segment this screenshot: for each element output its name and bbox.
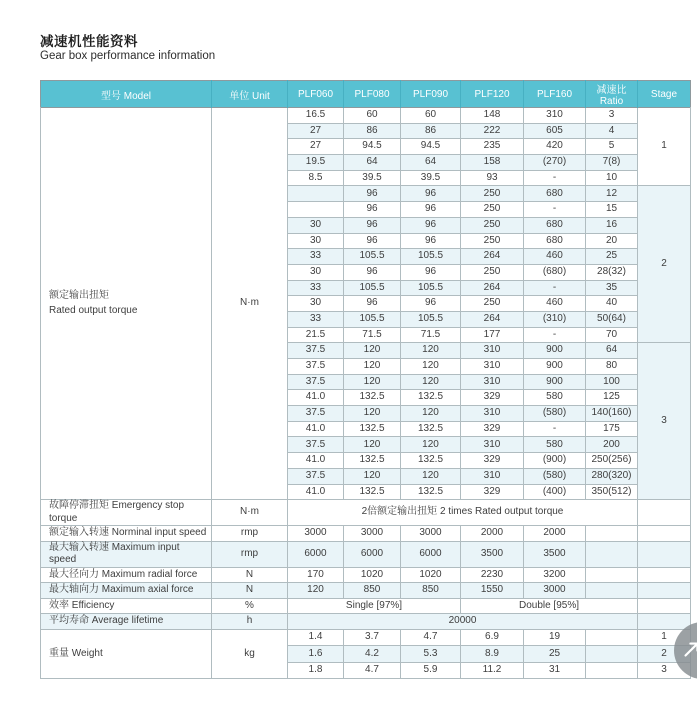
table-cell: 125 bbox=[586, 390, 638, 406]
table-cell: 3200 bbox=[524, 567, 586, 583]
performance-table bbox=[40, 80, 691, 679]
table-cell: 96 bbox=[401, 186, 461, 202]
table-cell: 27 bbox=[288, 123, 344, 139]
table-cell: 16.5 bbox=[288, 108, 344, 124]
table-cell: (580) bbox=[524, 468, 586, 484]
table-cell bbox=[638, 500, 691, 526]
table-cell: 35 bbox=[586, 280, 638, 296]
table-cell bbox=[586, 646, 638, 663]
table-cell: - bbox=[524, 170, 586, 186]
row-label: 最大输入转速 Maximum input speed bbox=[41, 541, 212, 567]
table-cell bbox=[586, 567, 638, 583]
table-cell: 4 bbox=[586, 123, 638, 139]
table-cell: 105.5 bbox=[401, 249, 461, 265]
table-cell: 105.5 bbox=[401, 280, 461, 296]
table-cell: 1.8 bbox=[288, 662, 344, 679]
table-cell: 105.5 bbox=[344, 280, 401, 296]
table-cell: 19.5 bbox=[288, 155, 344, 171]
table-cell: 329 bbox=[461, 390, 524, 406]
unit-cell: rmp bbox=[212, 541, 288, 567]
table-cell: 37.5 bbox=[288, 374, 344, 390]
table-cell: 310 bbox=[461, 468, 524, 484]
stage-cell: 1 bbox=[638, 108, 691, 186]
table-cell: 6000 bbox=[401, 541, 461, 567]
table-cell: - bbox=[524, 280, 586, 296]
table-cell: (310) bbox=[524, 311, 586, 327]
unit-cell: % bbox=[212, 598, 288, 614]
table-cell: 310 bbox=[461, 406, 524, 422]
table-cell: 120 bbox=[344, 374, 401, 390]
table-cell: 120 bbox=[401, 343, 461, 359]
table-cell: 580 bbox=[524, 437, 586, 453]
table-cell: 250 bbox=[461, 264, 524, 280]
table-cell: 132.5 bbox=[401, 453, 461, 469]
table-cell bbox=[638, 526, 691, 542]
table-cell: Double [95%] bbox=[461, 598, 638, 614]
table-cell: 3000 bbox=[524, 583, 586, 599]
row-label-rated-output-torque: 额定输出扭矩 Rated output torque bbox=[41, 108, 212, 500]
stage-cell: 2 bbox=[638, 186, 691, 343]
unit-cell: N·m bbox=[212, 108, 288, 500]
table-cell: 96 bbox=[401, 264, 461, 280]
table-cell: 177 bbox=[461, 327, 524, 343]
table-cell bbox=[638, 567, 691, 583]
table-cell bbox=[586, 526, 638, 542]
table-cell: 235 bbox=[461, 139, 524, 155]
table-cell: 2000 bbox=[524, 526, 586, 542]
table-cell: 16 bbox=[586, 217, 638, 233]
table-cell: 70 bbox=[586, 327, 638, 343]
table-cell bbox=[638, 541, 691, 567]
table-cell: (900) bbox=[524, 453, 586, 469]
unit-cell: N·m bbox=[212, 500, 288, 526]
row-label: 额定输入转速 Norminal input speed bbox=[41, 526, 212, 542]
table-cell: 12 bbox=[586, 186, 638, 202]
table-cell: 37.5 bbox=[288, 406, 344, 422]
column-header: 减速比 Ratio bbox=[586, 81, 638, 108]
table-cell: 40 bbox=[586, 296, 638, 312]
table-cell: 105.5 bbox=[344, 311, 401, 327]
table-cell: 2000 bbox=[461, 526, 524, 542]
table-cell bbox=[586, 629, 638, 646]
table-cell: 96 bbox=[401, 202, 461, 218]
table-cell: 8.5 bbox=[288, 170, 344, 186]
table-cell: 33 bbox=[288, 311, 344, 327]
table-cell: 5.9 bbox=[401, 662, 461, 679]
table-cell: 30 bbox=[288, 217, 344, 233]
table-cell: 3 bbox=[586, 108, 638, 124]
table-cell: 1.6 bbox=[288, 646, 344, 663]
table-cell: - bbox=[524, 421, 586, 437]
table-cell: 2 bbox=[638, 646, 691, 663]
table-row bbox=[41, 583, 691, 599]
table-cell: 329 bbox=[461, 421, 524, 437]
table-cell: 30 bbox=[288, 296, 344, 312]
table-cell: 264 bbox=[461, 249, 524, 265]
table-cell: 280(320) bbox=[586, 468, 638, 484]
table-cell: 37.5 bbox=[288, 437, 344, 453]
table-cell: 39.5 bbox=[344, 170, 401, 186]
table-cell: 120 bbox=[401, 406, 461, 422]
table-cell: 250 bbox=[461, 233, 524, 249]
table-cell: 250(256) bbox=[586, 453, 638, 469]
table-cell: 11.2 bbox=[461, 662, 524, 679]
table-cell: 329 bbox=[461, 453, 524, 469]
table-cell: 120 bbox=[344, 468, 401, 484]
table-cell: 25 bbox=[586, 249, 638, 265]
table-cell: - bbox=[524, 202, 586, 218]
table-cell: 93 bbox=[461, 170, 524, 186]
table-cell: 1550 bbox=[461, 583, 524, 599]
column-header: PLF160 bbox=[524, 81, 586, 108]
table-cell: 329 bbox=[461, 484, 524, 500]
table-cell: 120 bbox=[401, 468, 461, 484]
table-cell: 86 bbox=[344, 123, 401, 139]
table-cell: 8.9 bbox=[461, 646, 524, 663]
table-cell: 900 bbox=[524, 343, 586, 359]
table-cell: 41.0 bbox=[288, 484, 344, 500]
column-header: 型号 Model bbox=[41, 81, 212, 108]
table-cell: 120 bbox=[344, 437, 401, 453]
table-cell bbox=[586, 583, 638, 599]
table-cell: 41.0 bbox=[288, 390, 344, 406]
table-cell: 37.5 bbox=[288, 359, 344, 375]
table-cell: 3.7 bbox=[344, 629, 401, 646]
table-cell: 3000 bbox=[401, 526, 461, 542]
table-cell: 5 bbox=[586, 139, 638, 155]
unit-cell: kg bbox=[212, 629, 288, 679]
table-cell: 64 bbox=[344, 155, 401, 171]
table-cell bbox=[586, 541, 638, 567]
table-cell: 580 bbox=[524, 390, 586, 406]
table-cell: 310 bbox=[461, 343, 524, 359]
table-cell: 222 bbox=[461, 123, 524, 139]
table-cell: 37.5 bbox=[288, 468, 344, 484]
unit-cell: rmp bbox=[212, 526, 288, 542]
row-label: 最大轴向力 Maximum axial force bbox=[41, 583, 212, 599]
table-cell: 264 bbox=[461, 280, 524, 296]
table-cell: 37.5 bbox=[288, 343, 344, 359]
table-row bbox=[41, 614, 691, 630]
unit-cell: N bbox=[212, 583, 288, 599]
table-cell: 680 bbox=[524, 233, 586, 249]
table-cell: 96 bbox=[344, 264, 401, 280]
table-cell: 350(512) bbox=[586, 484, 638, 500]
table-cell bbox=[638, 598, 691, 614]
table-cell: 10 bbox=[586, 170, 638, 186]
table-cell: 41.0 bbox=[288, 421, 344, 437]
table-cell: 39.5 bbox=[401, 170, 461, 186]
table-cell: 6.9 bbox=[461, 629, 524, 646]
table-cell: 850 bbox=[344, 583, 401, 599]
table-cell: 120 bbox=[344, 343, 401, 359]
stage-cell: 3 bbox=[638, 343, 691, 500]
table-cell: 33 bbox=[288, 249, 344, 265]
table-cell: 15 bbox=[586, 202, 638, 218]
row-label: 效率 Efficiency bbox=[41, 598, 212, 614]
table-cell: Single [97%] bbox=[288, 598, 461, 614]
table-row bbox=[41, 567, 691, 583]
table-cell: 6000 bbox=[344, 541, 401, 567]
table-cell: 3 bbox=[638, 662, 691, 679]
column-header: 单位 Unit bbox=[212, 81, 288, 108]
row-label-weight: 重量 Weight bbox=[41, 629, 212, 679]
column-header: PLF120 bbox=[461, 81, 524, 108]
table-cell: 28(32) bbox=[586, 264, 638, 280]
table-cell: 132.5 bbox=[344, 421, 401, 437]
row-label: 最大径向力 Maximum radial force bbox=[41, 567, 212, 583]
table-cell: 4.7 bbox=[344, 662, 401, 679]
table-cell: 200 bbox=[586, 437, 638, 453]
table-cell bbox=[638, 583, 691, 599]
table-cell: 132.5 bbox=[401, 484, 461, 500]
table-cell: 6000 bbox=[288, 541, 344, 567]
table-cell bbox=[586, 662, 638, 679]
table-cell: 96 bbox=[344, 202, 401, 218]
table-cell: 20 bbox=[586, 233, 638, 249]
table-row bbox=[41, 598, 691, 614]
table-cell: 132.5 bbox=[401, 421, 461, 437]
table-cell: 7(8) bbox=[586, 155, 638, 171]
column-header: PLF060 bbox=[288, 81, 344, 108]
table-row bbox=[41, 629, 691, 646]
table-cell: 148 bbox=[461, 108, 524, 124]
table-cell: 460 bbox=[524, 249, 586, 265]
table-cell: 250 bbox=[461, 296, 524, 312]
table-cell: 175 bbox=[586, 421, 638, 437]
row-label: 平均寿命 Average lifetime bbox=[41, 614, 212, 630]
table-cell: 120 bbox=[401, 359, 461, 375]
table-cell: 96 bbox=[344, 296, 401, 312]
table-cell: 310 bbox=[524, 108, 586, 124]
table-cell: 1020 bbox=[344, 567, 401, 583]
table-cell: (680) bbox=[524, 264, 586, 280]
table-cell: 120 bbox=[344, 406, 401, 422]
table-cell: 132.5 bbox=[344, 484, 401, 500]
table-cell: 158 bbox=[461, 155, 524, 171]
table-cell: 3500 bbox=[461, 541, 524, 567]
unit-cell: N bbox=[212, 567, 288, 583]
column-header: PLF080 bbox=[344, 81, 401, 108]
table-cell: 50(64) bbox=[586, 311, 638, 327]
table-cell: (400) bbox=[524, 484, 586, 500]
table-cell: 96 bbox=[401, 217, 461, 233]
table-cell: 4.7 bbox=[401, 629, 461, 646]
table-cell: 21.5 bbox=[288, 327, 344, 343]
table-cell: 60 bbox=[344, 108, 401, 124]
table-cell: 1 bbox=[638, 629, 691, 646]
table-cell: - bbox=[524, 327, 586, 343]
table-row bbox=[41, 500, 691, 526]
table-cell: 105.5 bbox=[401, 311, 461, 327]
table-cell: 120 bbox=[401, 437, 461, 453]
table-cell: 170 bbox=[288, 567, 344, 583]
table-cell: 460 bbox=[524, 296, 586, 312]
table-cell: (270) bbox=[524, 155, 586, 171]
table-cell: 20000 bbox=[288, 614, 638, 630]
table-cell bbox=[288, 202, 344, 218]
table-cell: 33 bbox=[288, 280, 344, 296]
table-cell: 250 bbox=[461, 186, 524, 202]
table-cell: 680 bbox=[524, 186, 586, 202]
table-cell: 132.5 bbox=[344, 453, 401, 469]
table-cell: 4.2 bbox=[344, 646, 401, 663]
page-subtitle: Gear box performance information bbox=[40, 50, 216, 62]
table-cell: 680 bbox=[524, 217, 586, 233]
table-row bbox=[41, 108, 691, 124]
table-cell: 1.4 bbox=[288, 629, 344, 646]
table-row bbox=[41, 526, 691, 542]
table-cell: 5.3 bbox=[401, 646, 461, 663]
table-cell: 250 bbox=[461, 202, 524, 218]
page-title: 减速机性能资料 bbox=[40, 34, 138, 49]
table-cell: 605 bbox=[524, 123, 586, 139]
table-cell: 60 bbox=[401, 108, 461, 124]
table-cell: 64 bbox=[401, 155, 461, 171]
table-cell: 96 bbox=[401, 233, 461, 249]
column-header: PLF090 bbox=[401, 81, 461, 108]
header-row bbox=[41, 81, 691, 108]
table-cell: 420 bbox=[524, 139, 586, 155]
table-cell: 86 bbox=[401, 123, 461, 139]
table-cell: 19 bbox=[524, 629, 586, 646]
table-cell: 71.5 bbox=[344, 327, 401, 343]
table-cell: 96 bbox=[401, 296, 461, 312]
table-cell: 30 bbox=[288, 233, 344, 249]
table-cell: 310 bbox=[461, 374, 524, 390]
table-cell: 30 bbox=[288, 264, 344, 280]
table-cell: 2倍额定输出扭矩 2 times Rated output torque bbox=[288, 500, 638, 526]
table-cell: 2230 bbox=[461, 567, 524, 583]
table-cell: 25 bbox=[524, 646, 586, 663]
table-cell: 850 bbox=[401, 583, 461, 599]
table-cell: 310 bbox=[461, 359, 524, 375]
table-cell: 31 bbox=[524, 662, 586, 679]
table-cell: 120 bbox=[288, 583, 344, 599]
table-row bbox=[41, 541, 691, 567]
table-cell: 132.5 bbox=[401, 390, 461, 406]
table-cell: 100 bbox=[586, 374, 638, 390]
table-cell: 900 bbox=[524, 359, 586, 375]
table-cell: 3000 bbox=[344, 526, 401, 542]
table-cell: 264 bbox=[461, 311, 524, 327]
table-cell: 120 bbox=[401, 374, 461, 390]
table-cell: 80 bbox=[586, 359, 638, 375]
table-cell: 900 bbox=[524, 374, 586, 390]
table-cell: 71.5 bbox=[401, 327, 461, 343]
table-cell: 94.5 bbox=[344, 139, 401, 155]
table-cell: 64 bbox=[586, 343, 638, 359]
table-cell: 41.0 bbox=[288, 453, 344, 469]
table-cell: (580) bbox=[524, 406, 586, 422]
table-cell: 140(160) bbox=[586, 406, 638, 422]
row-label: 故障停滞扭矩 Emergency stop torque bbox=[41, 500, 212, 526]
table-cell: 105.5 bbox=[344, 249, 401, 265]
table-cell: 3000 bbox=[288, 526, 344, 542]
table-cell bbox=[638, 614, 691, 630]
table-cell: 27 bbox=[288, 139, 344, 155]
table-cell: 96 bbox=[344, 186, 401, 202]
table-cell: 94.5 bbox=[401, 139, 461, 155]
column-header: Stage bbox=[638, 81, 691, 108]
table-cell: 250 bbox=[461, 217, 524, 233]
table-cell bbox=[288, 186, 344, 202]
table-cell: 3500 bbox=[524, 541, 586, 567]
unit-cell: h bbox=[212, 614, 288, 630]
table-cell: 132.5 bbox=[344, 390, 401, 406]
table-cell: 96 bbox=[344, 233, 401, 249]
table-cell: 310 bbox=[461, 437, 524, 453]
table-cell: 1020 bbox=[401, 567, 461, 583]
table-cell: 96 bbox=[344, 217, 401, 233]
table-cell: 120 bbox=[344, 359, 401, 375]
